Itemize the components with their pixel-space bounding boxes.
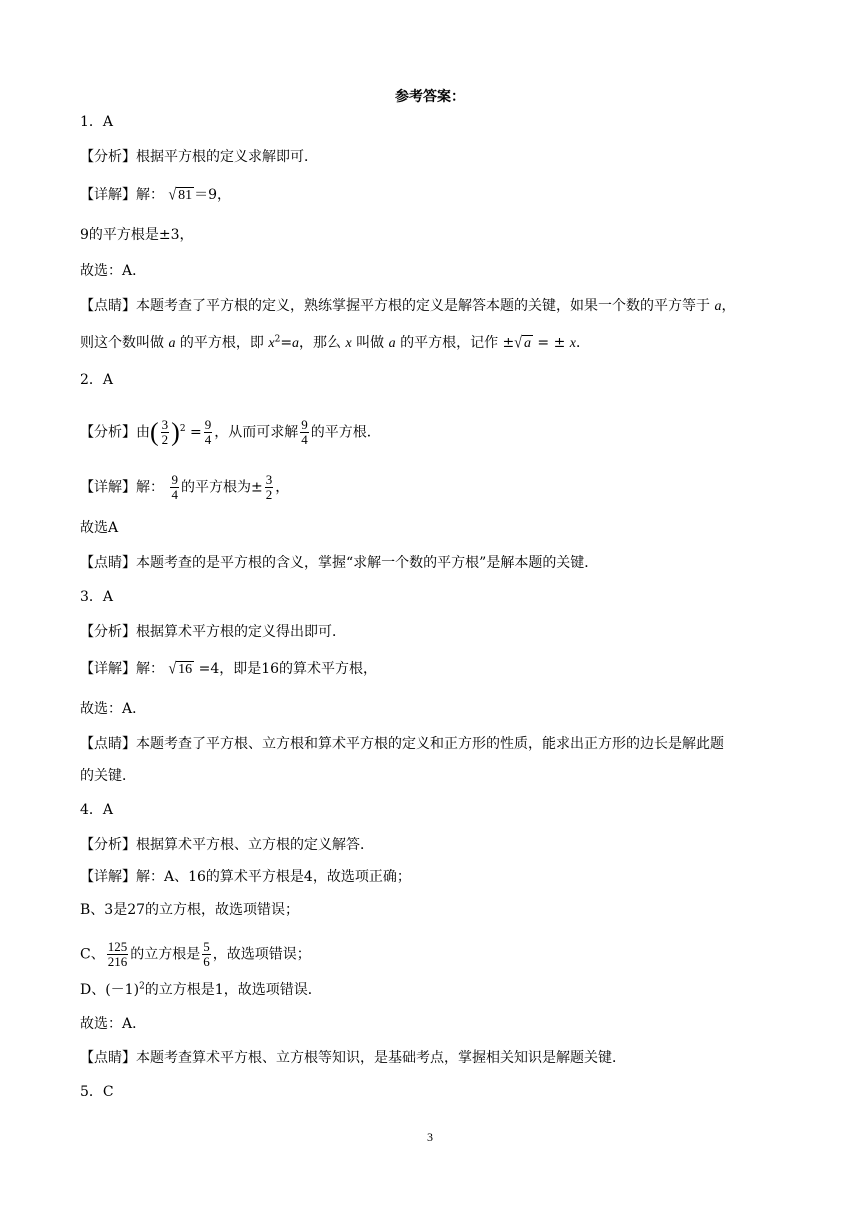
text: ， (275, 479, 290, 496)
q4-analysis: 【分析】根据算术平方根、立方根的定义解答． (80, 837, 374, 853)
text: D、(－1) (80, 982, 140, 998)
var: x (345, 336, 352, 351)
numerator: 9 (204, 417, 212, 432)
q1-comment-var: a (714, 299, 722, 314)
var: x (569, 336, 576, 351)
q4-answer: 4．A (80, 802, 114, 818)
page-title: 参考答案： (395, 89, 465, 105)
text: C、 (80, 946, 105, 963)
text: 则这个数叫做 (80, 335, 164, 351)
q1-detail-prefix: 【详解】解： (80, 187, 164, 203)
text: 的立方根是1，故选项错误． (144, 982, 322, 998)
fraction (265, 473, 274, 502)
text: 的平方根，即 (179, 335, 264, 351)
var: a (168, 336, 176, 351)
q1-analysis: 【分析】根据平方根的定义求解即可． (80, 149, 318, 165)
fraction (107, 940, 129, 969)
sqrt-icon: √ (168, 186, 177, 205)
sqrt-arg: a (523, 336, 531, 351)
q4-detail: 【详解】解：A、16的算术平方根是4，故选项正确； (80, 869, 411, 885)
text: ，从而可求解 (214, 424, 299, 441)
numerator: 9 (171, 472, 178, 487)
q2-analysis (80, 418, 381, 447)
q3-analysis: 【分析】根据算术平方根的定义得出即可． (80, 624, 346, 640)
exponent: 2 (274, 334, 281, 345)
q2-comment: 【点睛】本题考查的是平方根的含义，掌握“求解一个数的平方根”是解本题的关键． (80, 555, 599, 571)
text: 叫做 (356, 335, 385, 351)
text: =4，即是16的算术平方根， (198, 661, 378, 677)
q1-comment-punct: ， (721, 298, 736, 314)
q5-answer: 5．C (80, 1084, 114, 1100)
text: = ± (537, 335, 566, 351)
right-paren-icon: ) (171, 417, 180, 447)
var: a (388, 336, 396, 351)
denominator: 2 (265, 487, 273, 502)
numerator: 9 (301, 417, 308, 432)
q1-comment-line1 (80, 296, 735, 317)
q1-sqrt-expression (168, 186, 194, 206)
text: ，那么 (299, 335, 342, 351)
text: ，故选项错误； (212, 946, 311, 963)
numerator: 125 (107, 939, 128, 954)
text: 【详解】解： (80, 479, 164, 496)
text: = (280, 335, 293, 351)
denominator: 2 (161, 432, 169, 447)
denominator: 4 (171, 487, 178, 502)
q2-choice: 故选A (80, 520, 119, 536)
text: = (190, 424, 202, 441)
q3-sqrt-expression (168, 660, 194, 680)
text: ± (502, 335, 515, 351)
denominator: 216 (107, 954, 128, 969)
q3-comment-line2: 的关键． (80, 768, 136, 784)
exponent: 2 (139, 981, 145, 992)
page-number: 3 (427, 1130, 433, 1144)
numerator: 3 (265, 472, 273, 487)
q1-comment-text: 【点睛】本题考查了平方根的定义，熟练掌握平方根的定义是解答本题的关键，如果一个数的平方等于 (80, 298, 710, 314)
fraction (170, 473, 179, 502)
q4-option-c (80, 940, 311, 969)
sqrt-arg: 16 (178, 662, 193, 677)
q4-choice: 故选：A． (80, 1016, 147, 1032)
text: 【分析】由 (80, 424, 150, 441)
text: 【详解】解： (80, 661, 164, 677)
q1-answer: 1．A (80, 114, 114, 130)
q2-detail (80, 473, 289, 502)
numerator: 5 (203, 939, 210, 954)
q3-detail (80, 659, 377, 680)
q4-option-b: B、3是27的立方根，故选项错误； (80, 902, 300, 918)
denominator: 4 (301, 432, 308, 447)
left-paren-icon: ( (150, 417, 159, 447)
text: 的平方根为± (180, 479, 263, 496)
q4-option-d (80, 980, 322, 1000)
sqrt-icon: √ (514, 334, 522, 353)
exponent: 2 (179, 423, 186, 434)
fraction (204, 418, 213, 447)
q1-detail-suffix: ＝9， (194, 187, 232, 203)
fraction (161, 418, 170, 447)
denominator: 6 (203, 954, 210, 969)
q1-detail (80, 185, 231, 206)
var: x (268, 336, 275, 351)
text: 的立方根是 (130, 946, 201, 963)
numerator: 3 (161, 417, 169, 432)
fraction (202, 940, 211, 969)
q3-answer: 3．A (80, 589, 114, 605)
q3-choice: 故选：A． (80, 701, 147, 717)
q3-comment-line1: 【点睛】本题考查了平方根、立方根和算术平方根的定义和正方形的性质，能求出正方形的边长是解此题 (80, 736, 724, 752)
q4-comment: 【点睛】本题考查算术平方根、立方根等知识，是基础考点，掌握相关知识是解题关键． (80, 1050, 626, 1066)
q1-choice: 故选：A． (80, 263, 147, 279)
text: 的平方根，记作 (400, 335, 499, 351)
denominator: 4 (204, 432, 212, 447)
sqrt-icon: √ (168, 660, 177, 679)
text: ． (576, 335, 590, 351)
sqrt-expression (514, 334, 533, 354)
q2-answer: 2．A (80, 372, 114, 388)
q1-sqrt-arg: 81 (178, 188, 193, 203)
q1-line2: 9的平方根是±3， (80, 227, 194, 243)
fraction (300, 418, 309, 447)
var: a (292, 336, 300, 351)
text: 的平方根． (310, 424, 381, 441)
q1-comment-line2 (80, 333, 590, 354)
